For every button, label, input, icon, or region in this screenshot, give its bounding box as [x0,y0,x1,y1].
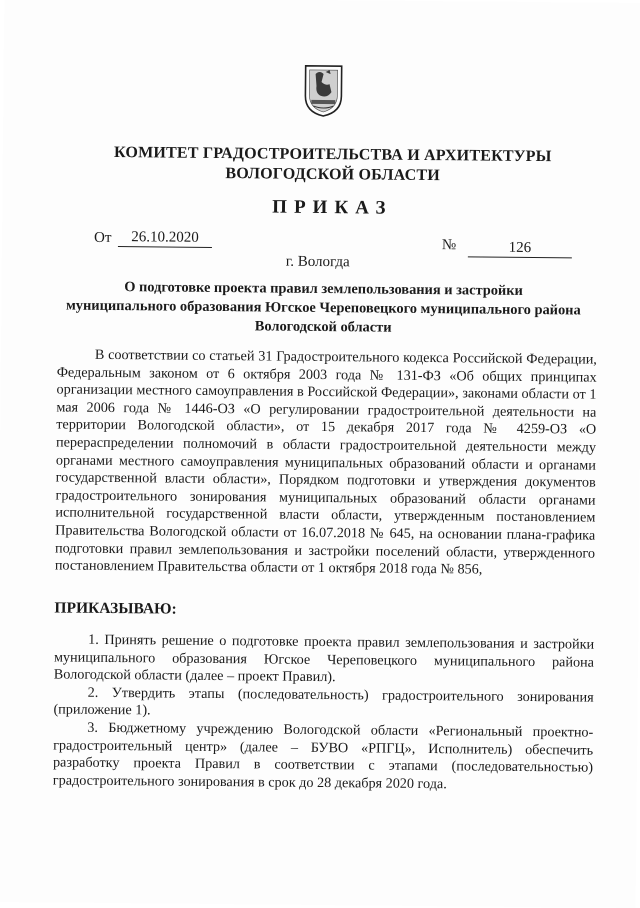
organization-name-line1: КОМИТЕТ ГРАДОСТРОИТЕЛЬСТВА И АРХИТЕКТУРЫ [113,144,552,166]
subject-line: Вологодской области [254,318,392,336]
preamble-text: В соответствии со статьей 31 Градостроительного кодекса Российской Федерации, Федеральным законом от 6 октября 2003 года № 131-ФЗ «Об общих принципах организации местного самоуправления в Российской Федерации», законами области от 1 мая 2006 года № 1446-ОЗ «О регулировании градостроительной деятельности на территории Вологодской области», от 15 декабря 2017 года № 4259-ОЗ «О перераспределении полномочий в области градостроительной деятельности между органами местного самоуправления муниципальных образований области и органами государственной власти области», Порядком подготовки и утверждения документов градостроительного зонирования муниципальных образований области органами исполнительной государственной власти области, утвержденным постановлением Правительства Вологодской области от 16.07.2018 № 645, на основании плана-графика подготовки правил землепользования и застройки поселений области, утвержденного постановлением Правительства области от 1 октября 2018 года № 856, [54,346,597,578]
preamble-paragraph [55,346,597,580]
document-subject [63,278,584,340]
order-item: 1. Принять решение о подготовке проекта правил землепользования и застройки муниципального образования Югское Череповецкого муниципального района Вологодской области (далее – проект Правил). [53,631,595,686]
vologda-coat-of-arms-icon [301,62,346,118]
order-item: 3. Бюджетному учреждению Вологодской области «Региональный проектно-градостроительный центр» (далее – БУВО «РПГЦ», Исполнитель) обеспечить разработку проекта Правил в соответствии с этапами (последовательностью) градостроительного зонирования в срок до 28 декабря 2020 года. [52,719,594,792]
subject-line: муниципального образования Югское Череповецкого муниципального района [65,297,581,319]
document-number: 126 [468,238,572,258]
organization-name-line2: ВОЛОГОДСКОЙ ОБЛАСТИ [225,165,441,185]
date-label: От [93,229,112,246]
order-item: 2. Утвердить этапы (последовательность) градостроительного зонирования (приложение 1). [53,684,594,719]
document-city: г. Вологда [285,253,350,271]
document-date: 26.10.2020 [118,228,212,248]
number-label: № [441,237,457,254]
order-word: ПРИКАЗЫВАЮ: [54,599,177,618]
document-title: ПРИКАЗ [272,196,393,219]
order-items [53,631,594,795]
subject-line: О подготовке проекта правил землепользования и застройки [124,279,523,299]
